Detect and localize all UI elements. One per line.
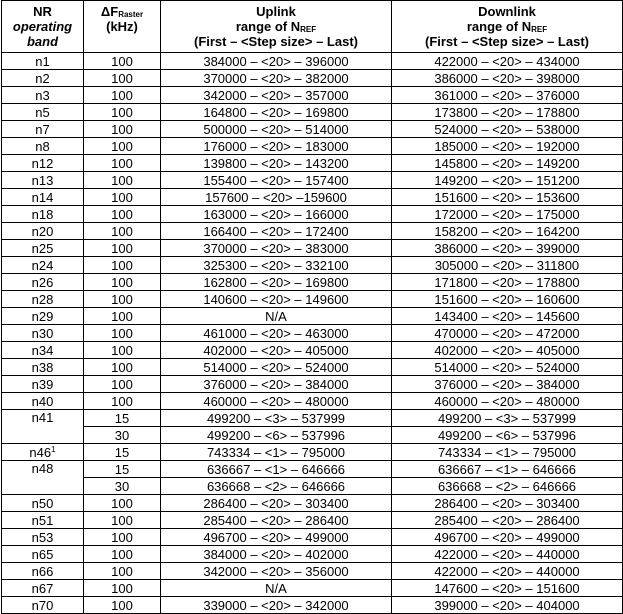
uplink-cell: 636668 – <2> – 646666 <box>161 478 392 495</box>
uplink-cell: 376000 – <20> – 384000 <box>161 376 392 393</box>
uplink-cell: 342000 – <20> – 357000 <box>161 87 392 104</box>
band-cell: n65 <box>2 546 84 563</box>
raster-cell: 100 <box>84 189 161 206</box>
downlink-cell: 636668 – <2> – 646666 <box>392 478 623 495</box>
raster-cell: 100 <box>84 172 161 189</box>
band-cell: n8 <box>2 138 84 155</box>
downlink-cell: 171800 – <20> – 178800 <box>392 274 623 291</box>
downlink-cell: 386000 – <20> – 399000 <box>392 240 623 257</box>
uplink-cell: 164800 – <20> – 169800 <box>161 104 392 121</box>
header-uplink-line3: (First – <Step size> – Last) <box>193 34 358 49</box>
header-uplink <box>161 1 392 53</box>
uplink-cell: 496700 – <20> – 499000 <box>161 529 392 546</box>
band-cell: n38 <box>2 359 84 376</box>
downlink-cell: 636667 – <1> – 646666 <box>392 461 623 478</box>
band-cell: n67 <box>2 580 84 597</box>
downlink-cell: 422000 – <20> – 434000 <box>392 53 623 70</box>
table-row <box>2 189 623 206</box>
raster-cell: 100 <box>84 308 161 325</box>
table-row <box>2 359 623 376</box>
downlink-cell: 145800 – <20> – 149200 <box>392 155 623 172</box>
header-raster-main: ΔF <box>100 4 119 19</box>
uplink-cell: 514000 – <20> – 524000 <box>161 359 392 376</box>
raster-cell: 100 <box>84 257 161 274</box>
downlink-cell: 499200 – <3> – 537999 <box>392 410 623 427</box>
table-row <box>2 427 623 444</box>
downlink-cell: 743334 – <1> – 795000 <box>392 444 623 461</box>
uplink-cell: 339000 – <20> – 342000 <box>161 597 392 614</box>
table-row <box>2 580 623 597</box>
uplink-cell: 157600 – <20> –159600 <box>161 189 392 206</box>
band-cell: n70 <box>2 597 84 614</box>
raster-cell: 100 <box>84 138 161 155</box>
uplink-cell: 384000 – <20> – 396000 <box>161 53 392 70</box>
band-cell: n18 <box>2 206 84 223</box>
header-downlink-line2: range of $N_{REF}$ <box>466 19 548 34</box>
header-nr-operating-band <box>2 1 84 53</box>
uplink-cell: 140600 – <20> – 149600 <box>161 291 392 308</box>
raster-cell: 100 <box>84 529 161 546</box>
raster-cell: 100 <box>84 206 161 223</box>
header-downlink <box>392 1 623 53</box>
band-cell: n14 <box>2 189 84 206</box>
table-row <box>2 512 623 529</box>
band-cell: n53 <box>2 529 84 546</box>
header-uplink-line2: range of $N_{REF}$ <box>235 19 317 34</box>
band-cell: n25 <box>2 240 84 257</box>
band-cell: n24 <box>2 257 84 274</box>
table-row <box>2 257 623 274</box>
uplink-cell: N/A <box>161 580 392 597</box>
raster-cell: 100 <box>84 274 161 291</box>
band-label: n46 <box>29 444 52 460</box>
uplink-cell: 384000 – <20> – 402000 <box>161 546 392 563</box>
band-cell: n7 <box>2 121 84 138</box>
downlink-cell: 399000 – <20> – 404000 <box>392 597 623 614</box>
downlink-cell: 402000 – <20> – 405000 <box>392 342 623 359</box>
raster-cell: 15 <box>84 461 161 478</box>
header-band-line2: operating <box>12 19 73 34</box>
uplink-cell: 176000 – <20> – 183000 <box>161 138 392 155</box>
table-row <box>2 70 623 87</box>
downlink-cell: 422000 – <20> – 440000 <box>392 563 623 580</box>
table-row <box>2 274 623 291</box>
table-row <box>2 529 623 546</box>
table-row <box>2 172 623 189</box>
uplink-cell: 499200 – <3> – 537999 <box>161 410 392 427</box>
table-row <box>2 138 623 155</box>
downlink-cell: 149200 – <20> – 151200 <box>392 172 623 189</box>
header-downlink-line3: (First – <Step size> – Last) <box>424 34 589 49</box>
table-row <box>2 206 623 223</box>
table-row <box>2 461 623 478</box>
downlink-cell: 173800 – <20> – 178800 <box>392 104 623 121</box>
band-cell: n28 <box>2 291 84 308</box>
table-row <box>2 597 623 614</box>
downlink-cell: 151600 – <20> – 160600 <box>392 291 623 308</box>
raster-cell: 100 <box>84 155 161 172</box>
uplink-cell: 325300 – <20> – 332100 <box>161 257 392 274</box>
band-cell: n29 <box>2 308 84 325</box>
uplink-cell: 370000 – <20> – 382000 <box>161 70 392 87</box>
downlink-cell: 460000 – <20> – 480000 <box>392 393 623 410</box>
table-row <box>2 393 623 410</box>
raster-cell: 30 <box>84 478 161 495</box>
downlink-cell: 185000 – <20> – 192000 <box>392 138 623 155</box>
band-cell: n12 <box>2 155 84 172</box>
nref-range-table <box>1 0 623 614</box>
table-row <box>2 155 623 172</box>
downlink-cell: 285400 – <20> – 286400 <box>392 512 623 529</box>
table-row <box>2 563 623 580</box>
table-row <box>2 240 623 257</box>
downlink-cell: 514000 – <20> – 524000 <box>392 359 623 376</box>
table-row <box>2 410 623 427</box>
downlink-cell: 147600 – <20> – 151600 <box>392 580 623 597</box>
table-row <box>2 223 623 240</box>
table-row <box>2 495 623 512</box>
raster-cell: 100 <box>84 546 161 563</box>
uplink-cell: 460000 – <20> – 480000 <box>161 393 392 410</box>
raster-cell: 100 <box>84 563 161 580</box>
table-row <box>2 478 623 495</box>
header-downlink-line1: Downlink <box>478 4 536 19</box>
band-cell: n34 <box>2 342 84 359</box>
table-row <box>2 376 623 393</box>
downlink-cell: 361000 – <20> – 376000 <box>392 87 623 104</box>
raster-cell: 100 <box>84 223 161 240</box>
band-cell: n13 <box>2 172 84 189</box>
raster-cell: 100 <box>84 512 161 529</box>
table-header-row <box>2 1 623 53</box>
uplink-cell: 286400 – <20> – 303400 <box>161 495 392 512</box>
header-raster-unit: (kHz) <box>106 19 138 34</box>
downlink-cell: 151600 – <20> – 153600 <box>392 189 623 206</box>
downlink-cell: 422000 – <20> – 440000 <box>392 546 623 563</box>
downlink-cell: 305000 – <20> – 311800 <box>392 257 623 274</box>
band-cell: n1 <box>2 53 84 70</box>
raster-cell: 100 <box>84 240 161 257</box>
table-body <box>2 53 623 614</box>
raster-cell: 30 <box>84 427 161 444</box>
band-cell: n50 <box>2 495 84 512</box>
raster-cell: 100 <box>84 53 161 70</box>
band-cell: n41 <box>2 410 84 444</box>
downlink-cell: 386000 – <20> – 398000 <box>392 70 623 87</box>
band-cell: n30 <box>2 325 84 342</box>
band-cell: n5 <box>2 104 84 121</box>
uplink-cell: 166400 – <20> – 172400 <box>161 223 392 240</box>
table-row <box>2 121 623 138</box>
band-cell: n26 <box>2 274 84 291</box>
table-row <box>2 87 623 104</box>
header-band-line3: band <box>26 34 59 49</box>
band-cell: n51 <box>2 512 84 529</box>
header-raster <box>84 1 161 53</box>
header-raster-sub: Raster <box>118 10 144 19</box>
uplink-cell: 155400 – <20> – 157400 <box>161 172 392 189</box>
band-cell: n66 <box>2 563 84 580</box>
downlink-cell: 172000 – <20> – 175000 <box>392 206 623 223</box>
raster-cell: 100 <box>84 87 161 104</box>
table-row <box>2 53 623 70</box>
raster-cell: 100 <box>84 104 161 121</box>
downlink-cell: 496700 – <20> – 499000 <box>392 529 623 546</box>
raster-cell: 100 <box>84 70 161 87</box>
raster-cell: 100 <box>84 291 161 308</box>
band-cell: n2 <box>2 70 84 87</box>
uplink-cell: 402000 – <20> – 405000 <box>161 342 392 359</box>
band-cell: n3 <box>2 87 84 104</box>
header-uplink-line1: Uplink <box>256 4 296 19</box>
uplink-cell: 285400 – <20> – 286400 <box>161 512 392 529</box>
nref-range-table-container <box>1 0 622 614</box>
downlink-cell: 158200 – <20> – 164200 <box>392 223 623 240</box>
table-row <box>2 444 623 461</box>
table-row <box>2 104 623 121</box>
raster-cell: 15 <box>84 444 161 461</box>
uplink-cell: N/A <box>161 308 392 325</box>
table-row <box>2 291 623 308</box>
uplink-cell: 162800 – <20> – 169800 <box>161 274 392 291</box>
band-cell: n20 <box>2 223 84 240</box>
downlink-cell: 376000 – <20> – 384000 <box>392 376 623 393</box>
raster-cell: 100 <box>84 121 161 138</box>
table-row <box>2 308 623 325</box>
header-raster-symbol <box>84 4 160 19</box>
uplink-cell: 743334 – <1> – 795000 <box>161 444 392 461</box>
raster-cell: 100 <box>84 325 161 342</box>
raster-cell: 100 <box>84 597 161 614</box>
uplink-cell: 342000 – <20> – 356000 <box>161 563 392 580</box>
uplink-cell: 370000 – <20> – 383000 <box>161 240 392 257</box>
table-row <box>2 325 623 342</box>
uplink-cell: 499200 – <6> – 537996 <box>161 427 392 444</box>
uplink-cell: 163000 – <20> – 166000 <box>161 206 392 223</box>
uplink-cell: 139800 – <20> – 143200 <box>161 155 392 172</box>
raster-cell: 100 <box>84 342 161 359</box>
downlink-cell: 286400 – <20> – 303400 <box>392 495 623 512</box>
header-band-line1: NR <box>33 4 52 19</box>
raster-cell: 100 <box>84 393 161 410</box>
downlink-cell: 470000 – <20> – 472000 <box>392 325 623 342</box>
raster-cell: 100 <box>84 376 161 393</box>
downlink-cell: 524000 – <20> – 538000 <box>392 121 623 138</box>
band-cell <box>2 444 84 461</box>
table-row <box>2 546 623 563</box>
raster-cell: 100 <box>84 359 161 376</box>
uplink-cell: 636667 – <1> – 646666 <box>161 461 392 478</box>
raster-cell: 100 <box>84 495 161 512</box>
band-cell: n40 <box>2 393 84 410</box>
downlink-cell: 143400 – <20> – 145600 <box>392 308 623 325</box>
band-cell: n48 <box>2 461 84 495</box>
table-row <box>2 342 623 359</box>
footnote-marker: 1 <box>51 444 56 454</box>
uplink-cell: 500000 – <20> – 514000 <box>161 121 392 138</box>
uplink-cell: 461000 – <20> – 463000 <box>161 325 392 342</box>
band-cell: n39 <box>2 376 84 393</box>
raster-cell: 15 <box>84 410 161 427</box>
raster-cell: 100 <box>84 580 161 597</box>
downlink-cell: 499200 – <6> – 537996 <box>392 427 623 444</box>
